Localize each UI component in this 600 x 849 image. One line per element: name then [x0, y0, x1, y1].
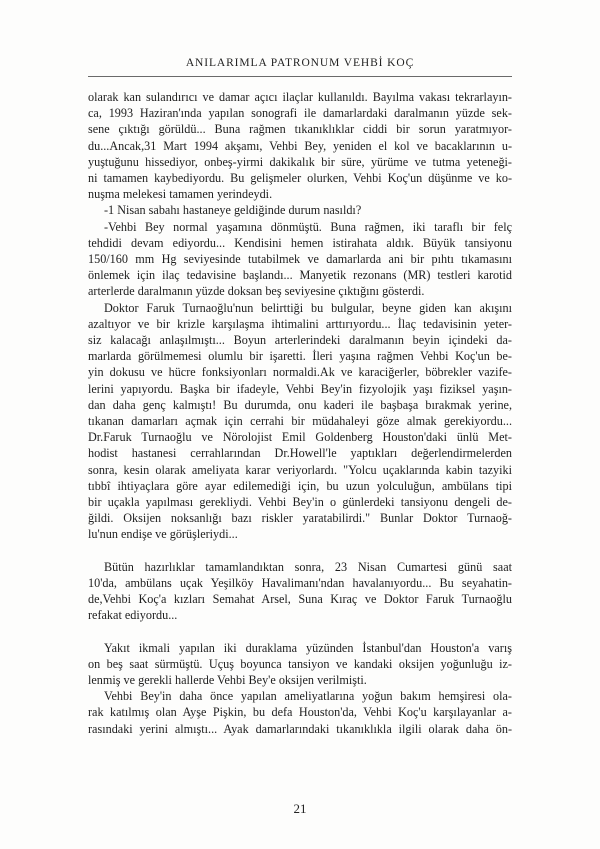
text-line: -Vehbi Bey normal yaşamına dönmüştü. Buna rağmen, iki taraflı bir felç: [104, 219, 512, 234]
paragraph: [88, 89, 512, 202]
running-header: ANILARIMLA PATRONUM VEHBİ KOÇ: [185, 57, 415, 69]
text-line: arterlerde daralmanın yüzde doksan beş seviyesine çıktığını gösterdi.: [88, 284, 425, 299]
text-line: Dr.Faruk Turnaoğlu ve Nörolojist Emil Goldenberg Houston'daki ünlü Met-: [88, 430, 512, 445]
text-line: rasındaki yerini almıştı... Ayak damarlarındaki tıkanıklıkla ilgili olarak daha ön-: [88, 721, 512, 736]
text-line: yuştuğunu hissediyor, onbeş-yirmi dakikalık bir süre, yürüme ve tutma yeteneği-: [88, 154, 512, 169]
text-line: ca, 1993 Haziran'ında yapılan sonografi ile damarlardaki daralmanın yüzde sek-: [88, 106, 512, 121]
text-line: lerini yapıyordu. Başka bir ifadeyle, Vehbi Bey'in fizyolojik yaşı fiziksel yaşın-: [88, 381, 512, 396]
paragraph: [88, 640, 512, 689]
text-line: lenmiş ve gerekli hallerde Vehbi Bey'e oksijen verilmişti.: [88, 672, 367, 687]
text-line: Bütün hazırlıklar tamamlandıktan sonra, 23 Nisan Cumartesi günü saat: [104, 559, 512, 574]
text-line: 10'da, ambülans uçak Yeşilköy Havalimanı'ndan havalanıyordu... Bu seyahatin-: [88, 575, 512, 590]
text-line: azaltıyor ve bir krizle karşılaşma ihtimalini arttırıyordu... İlaç tedavisinin yeter-: [88, 316, 512, 331]
text-line: Doktor Faruk Turnaoğlu'nun belirttiği bu bulgular, beyne giden kan akışını: [104, 300, 512, 315]
text-line: siz kalacağı anlaşılmıştı... Boyun arterlerindeki daralmanın beyin içindeki da-: [88, 333, 512, 348]
text-line: tıkanan damarları açmak için cerrahi bir müdahaleyi göze almak gerekiyordu...: [88, 414, 512, 429]
text-line: Vehbi Bey'in daha önce yapılan ameliyatlarına yoğun bakım hemşiresi ola-: [104, 689, 512, 704]
text-line: dan daha genç kalmıştı! Bu durumda, onu kaderi ile başbaşa bırakmak yerine,: [88, 397, 512, 412]
text-line: du...Ancak,31 Mart 1994 akşamı, Vehbi Bey, yeniden el kol ve bacaklarının u-: [88, 138, 512, 153]
text-line: Yakıt ikmali yapılan iki duraklama yüzünden İstanbul'dan Houston'a varış: [104, 640, 512, 655]
text-line: sene çıktığı görüldü... Buna rağmen tıkanıklıklar ciddi bir sorun yaratmıyor-: [88, 122, 512, 137]
paragraph-gap: [88, 624, 512, 640]
text-line: bir uçakla yapılması gerekliydi. Vehbi Bey'in o günlerdeki tansiyonu dengeli de-: [88, 495, 512, 510]
text-line: tıbbî ihtiyaçlara göre ayar edilemediği için, bu uzun yolculuğun, ambülans tipi: [88, 478, 512, 493]
text-line: yin dokusu ve hücre fonksiyonları normaldi.Ak ve karaciğerler, böbrekler vazife-: [88, 365, 512, 380]
text-line: ğildi. Oksijen noksanlığı bazı riskler yaratabilirdi." Bunlar Doktor Turnaoğ-: [88, 511, 512, 526]
text-line: refakat ediyordu...: [88, 608, 178, 623]
paragraph: [88, 219, 512, 300]
text-line: rak katılmış olan Ayşe Pişkin, bu defa Houston'da, Vehbi Koç'u karşılayanlar a-: [88, 705, 512, 720]
text-line: olarak kan sulandırıcı ve damar açıcı ilaçlar kullanıldı. Bayılma vakası tekrarlayın-: [88, 90, 512, 104]
paragraph: [88, 202, 512, 218]
text-line: nuşma melekesi tamamen yerindeydi.: [88, 187, 273, 202]
header-rule: [88, 76, 512, 77]
paragraph: [88, 688, 512, 737]
paragraph: [88, 300, 512, 543]
page-number: 21: [293, 801, 307, 816]
text-line: sonra, kesin olarak ameliyata karar veriyorlardı. "Yolcu uçaklarında kabin tazyiki: [88, 462, 512, 477]
text-line: 150/160 mm Hg seviyesinde tutabilmek ve damarlarda ani bir pıhtı tıkamasını: [88, 252, 512, 267]
text-line: on beş saat sürmüştü. Uçuş boyunca tansiyon ve kandaki oksijen yoğunluğu iz-: [88, 656, 512, 671]
paragraph: [88, 559, 512, 624]
text-line: önlemek için ilaç tedavisine başlandı... Manyetik rezonans (MR) testleri karotid: [88, 268, 512, 283]
text-line: hodist hastanesi cerrahlarından Dr.Howell'le yaptıkları değerlendirmelerden: [88, 446, 512, 461]
text-line: marlarda görülmemesi olumlu bir işaretti. İleri yaşına rağmen Vehbi Koç'un be-: [88, 349, 512, 364]
text-line: lu'nun endişe ve görüşleriydi...: [88, 527, 238, 542]
text-line: tehdidi devam ediyordu... Kendisini hemen istirahata aldık. Büyük tansiyonu: [88, 235, 512, 250]
paragraph-gap: [88, 543, 512, 559]
text-line: -1 Nisan sabahı hastaneye geldiğinde durum nasıldı?: [104, 203, 362, 218]
text-line: de,Vehbi Koç'a kızları Semahat Arsel, Suna Kıraç ve Doktor Faruk Turnaoğlu: [88, 592, 512, 607]
page-body: [88, 89, 512, 737]
text-line: ni tamamen kaybediyordu. Bu gelişmeler olurken, Vehbi Koç'un düşünme ve ko-: [88, 171, 512, 186]
